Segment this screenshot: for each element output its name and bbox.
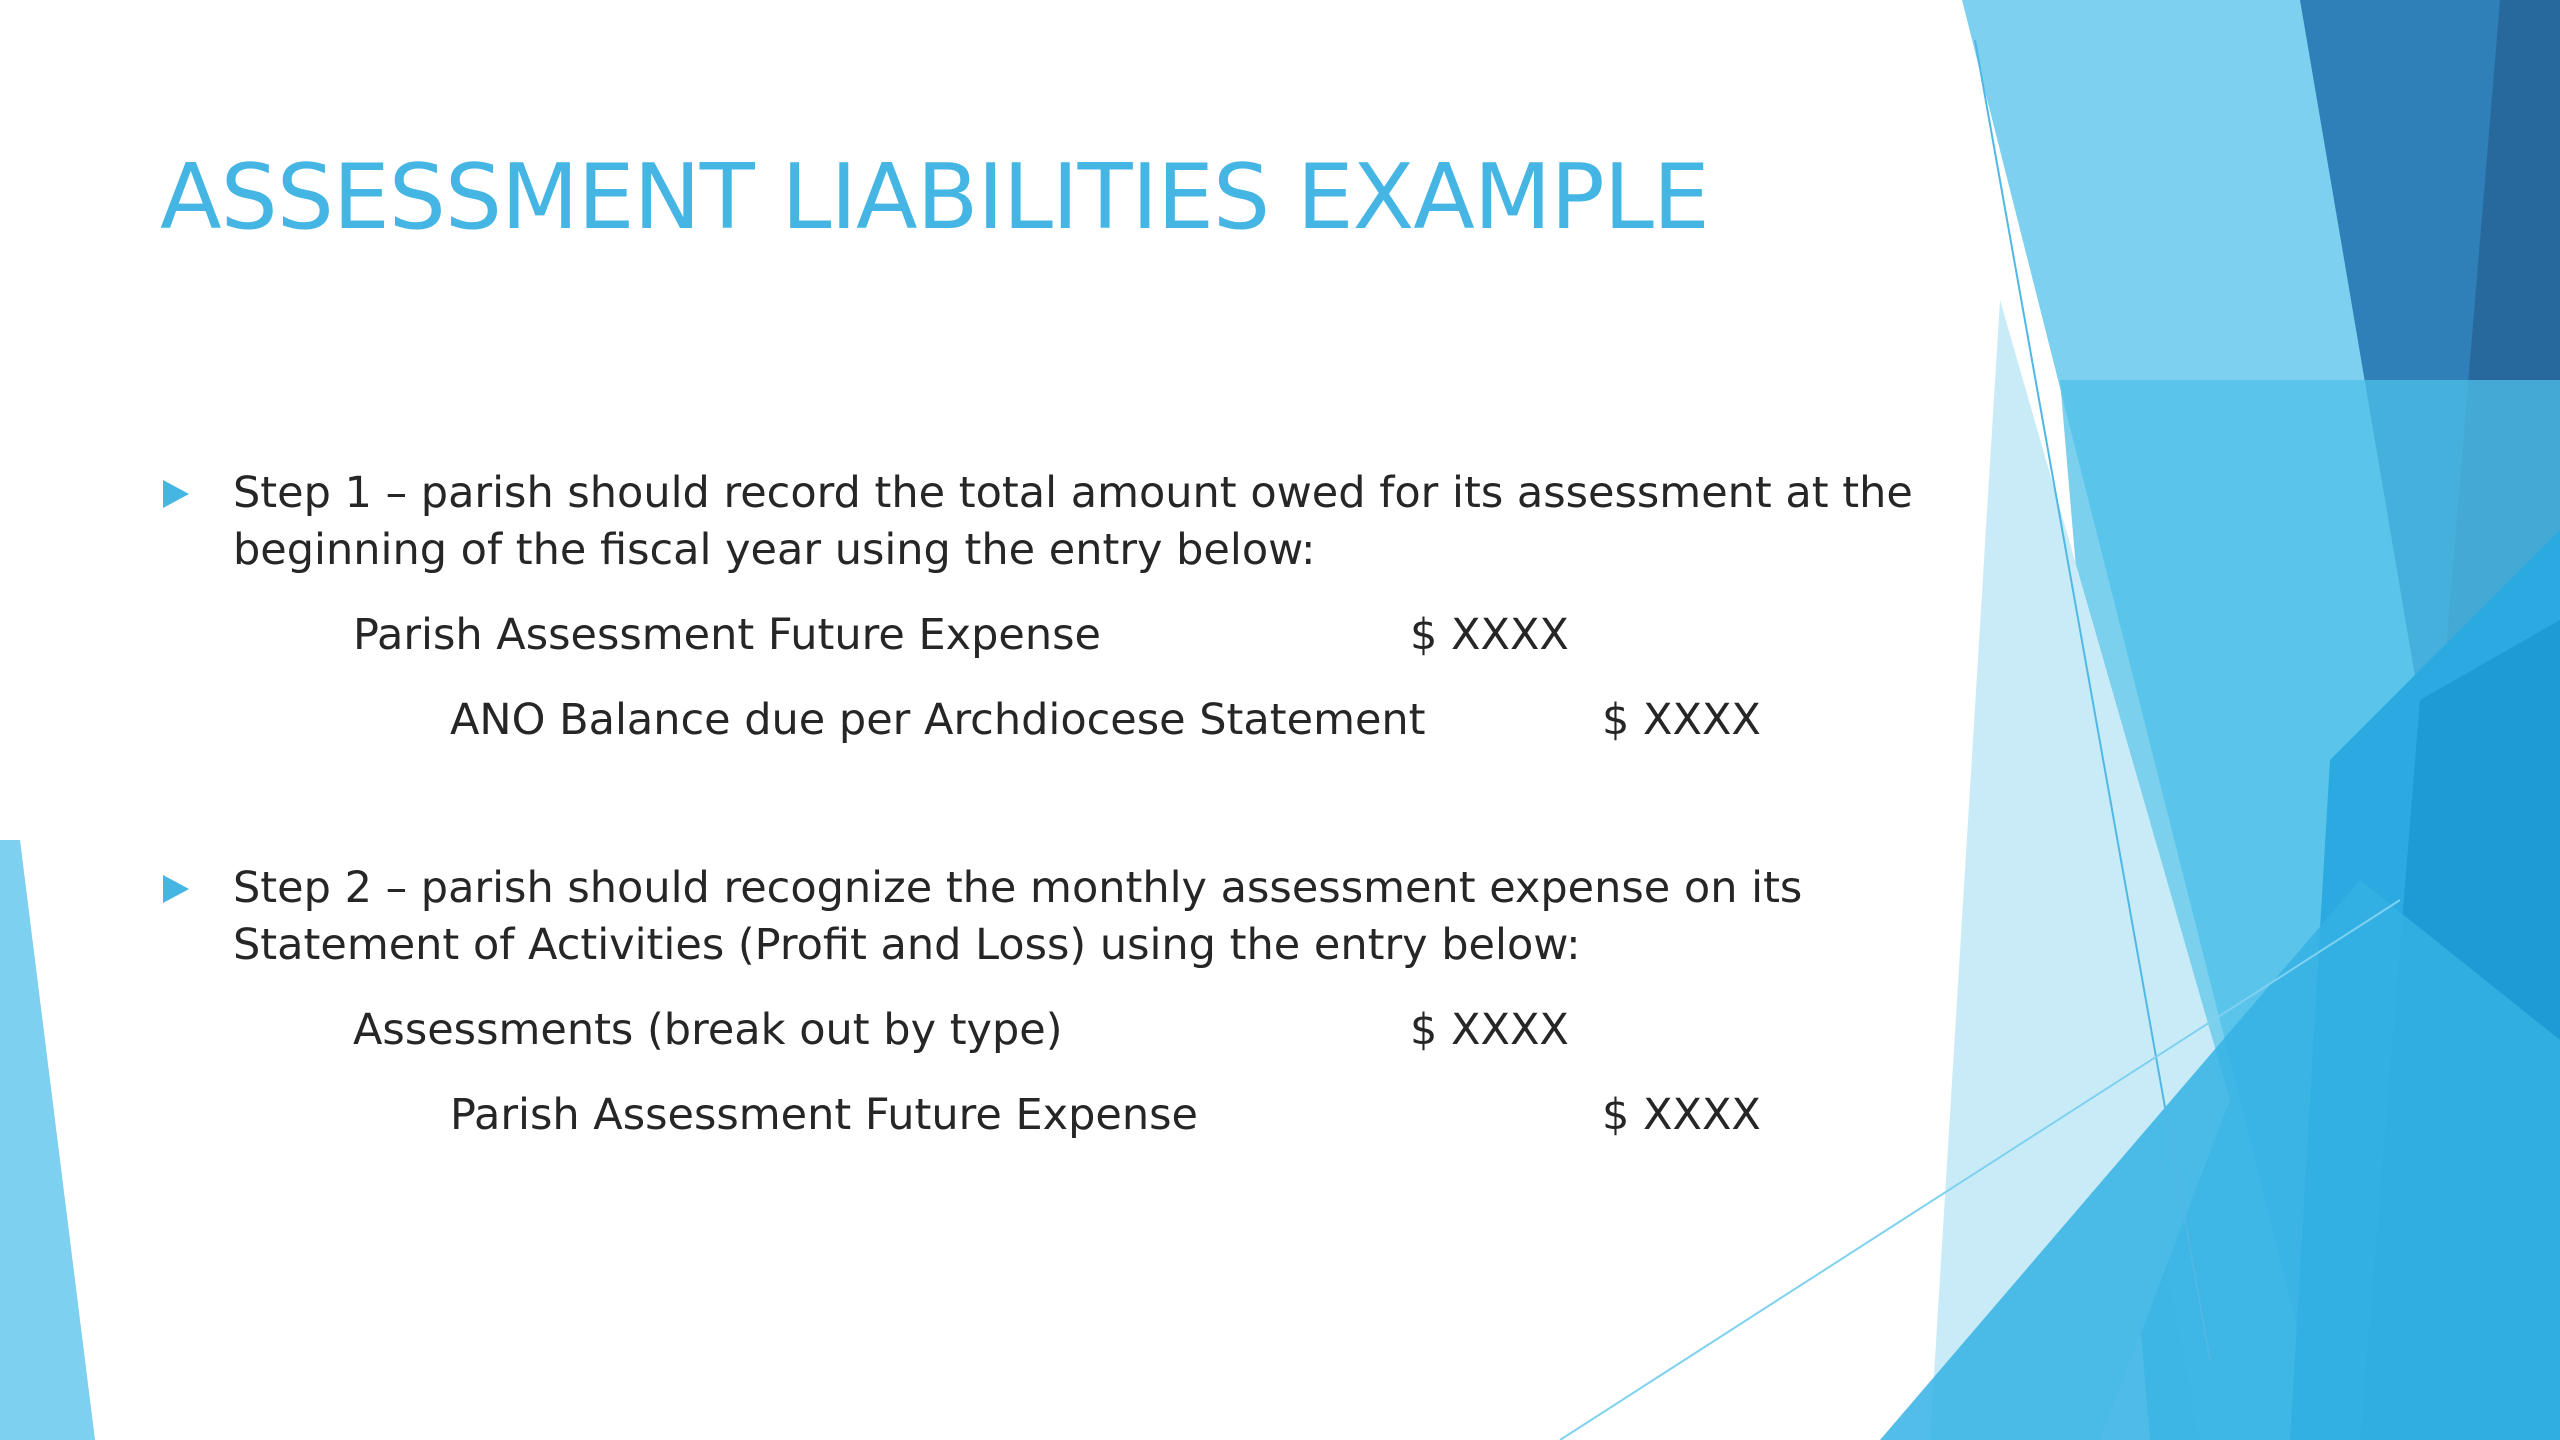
step-1-credit-label: ANO Balance due per Archdiocese Statement [450, 695, 1426, 745]
triangle-right-icon [163, 875, 189, 903]
step-2-text: Step 2 – parish should recognize the monthly assessment expense on its Statement of Activities (Profit and Loss) using the entry below: [233, 863, 1803, 970]
step-2-credit-label: Parish Assessment Future Expense [450, 1090, 1198, 1140]
step-1-debit-amount: $ XXXX [1410, 610, 1569, 660]
step-2-debit-label: Assessments (break out by type) [353, 1005, 1063, 1055]
step-1-debit-label: Parish Assessment Future Expense [353, 610, 1101, 660]
step-2-debit-amount: $ XXXX [1410, 1005, 1569, 1055]
step-1-text: Step 1 – parish should record the total amount owed for its assessment at the beginning of the fiscal year using the entry below: [233, 468, 1913, 575]
step-2-credit-amount: $ XXXX [1602, 1090, 1761, 1140]
triangle-right-icon [163, 480, 189, 508]
slide-title: ASSESSMENT LIABILITIES EXAMPLE [160, 145, 1709, 250]
step-1-credit-amount: $ XXXX [1602, 695, 1761, 745]
